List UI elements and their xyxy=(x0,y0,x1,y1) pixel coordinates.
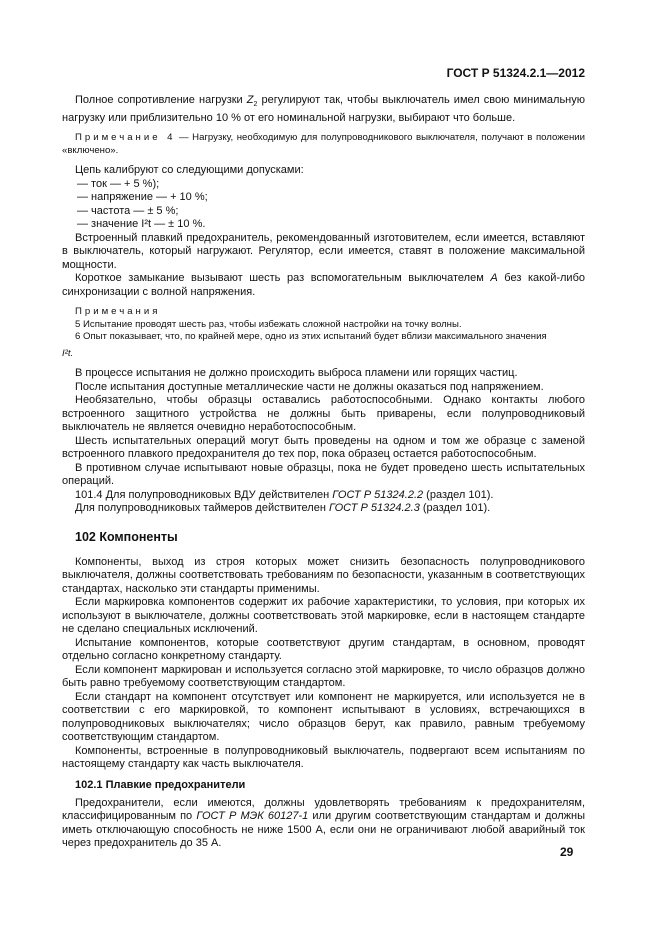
paragraph: Короткое замыкание вызывают шесть раз вспомогательным выключателем A без какой-либо синхронизации с волной напряжения. xyxy=(62,272,585,298)
paragraph: Полное сопротивление нагрузки $Z_2$ регулируют так, чтобы выключатель имел свою минимальную нагрузку или приблизительно 10 % от его номинальной нагрузки, выбирают что больше. xyxy=(62,94,585,124)
paragraph: Цепь калибруют со следующими допусками: xyxy=(75,164,304,177)
list-item: — напряжение — + 10 %; xyxy=(77,191,208,204)
doc-header: ГОСТ Р 51324.2.1—2012 xyxy=(446,66,585,80)
paragraph: Компоненты, выход из строя которых может снизить безопасность полупроводникового выключателя, должны соответствовать требованиям по безопасности, указанным в соответствующих стандартах, насколько эти стандарты применимы. xyxy=(62,555,585,595)
section-heading: 102 Компоненты xyxy=(75,529,178,544)
page-number: 29 xyxy=(560,845,574,859)
paragraph: Если маркировка компонентов содержит их рабочие характеристики, то условия, при которых их используют в выключателе, должны соответствовать этой маркировке, если в настоящем стандарте не сделано специальных исключений. xyxy=(62,596,585,636)
paragraph: В процессе испытания не должно происходить выброса пламени или горящих частиц. xyxy=(75,367,518,380)
paragraph: Предохранители, если имеются, должны удовлетворять требованиям к предохранителям, классифицированным по ГОСТ Р МЭК 60127-1 или другим соответствующим стандартам и должны иметь отключающую способность не ниже 1500 А, если они не ограничивают любой аварийный ток через предохранитель до 35 А. xyxy=(62,796,585,850)
paragraph: Если стандарт на компонент отсутствует или компонент не маркируется, или используется не в соответствии с его маркировкой, то компонент испытывают в условиях, встречающихся в полупроводниковых выключателях; число образцов берут, как правило, равным требуемому соответствующим стандартом. xyxy=(62,690,585,744)
page-body xyxy=(62,66,585,851)
paragraph: После испытания доступные металлические части не должны оказаться под напряжением. xyxy=(75,380,544,393)
paragraph: Для полупроводниковых таймеров действителен ГОСТ Р 51324.2.3 (раздел 101). xyxy=(75,502,491,515)
paragraph: Испытание компонентов, которые соответствуют другим стандартам, в основном, проводят отдельно согласно конкретному стандарту. xyxy=(62,636,585,663)
subsection-heading: 102.1 Плавкие предохранители xyxy=(75,778,246,791)
list-item: — значение I²t — ± 10 %. xyxy=(77,218,206,231)
paragraph: В противном случае испытывают новые образцы, пока не будет проведено шесть испытательных операций. xyxy=(62,461,585,488)
paragraph: 101.4 Для полупроводниковых ВДУ действителен ГОСТ Р 51324.2.2 (раздел 101). xyxy=(75,488,494,501)
note-4: Примечание 4 — Нагрузку, необходимую для полупроводникового выключателя, получают в положении «включено». xyxy=(62,132,585,156)
note-6-cont: I²t. xyxy=(62,347,74,359)
paragraph: Необязательно, чтобы образцы оставались работоспособными. Однако контакты любого встроенного защитного устройства не должны быть приварены, если полупроводниковый выключатель не является очевидно неработоспособным. xyxy=(62,394,585,434)
notes-label: Примечания xyxy=(75,306,161,318)
list-item: — ток — + 5 %); xyxy=(77,177,160,190)
paragraph: Если компонент маркирован и используется согласно этой маркировке, то число образцов должно быть равно требуемому соответствующим стандартом. xyxy=(62,663,585,690)
note-5: 5 Испытание проводят шесть раз, чтобы избежать сложной настройки на точку волны. xyxy=(75,318,462,330)
note-6: 6 Опыт показывает, что, по крайней мере, одно из этих испытаний будет вблизи максимального значения xyxy=(75,331,547,343)
paragraph: Встроенный плавкий предохранитель, рекомендованный изготовителем, если имеется, вставляют в выключатель, который нагружают. Регулятор, если имеется, ставят в положение максимальной мощности. xyxy=(62,231,585,271)
paragraph: Шесть испытательных операций могут быть проведены на одном и том же образце с заменой встроенного плавкого предохранителя до тех пор, пока образец остается работоспособным. xyxy=(62,434,585,461)
list-item: — частота — ± 5 %; xyxy=(77,204,179,217)
paragraph: Компоненты, встроенные в полупроводниковый выключатель, подвергают всем испытаниям по настоящему стандарту как часть выключателя. xyxy=(62,744,585,771)
